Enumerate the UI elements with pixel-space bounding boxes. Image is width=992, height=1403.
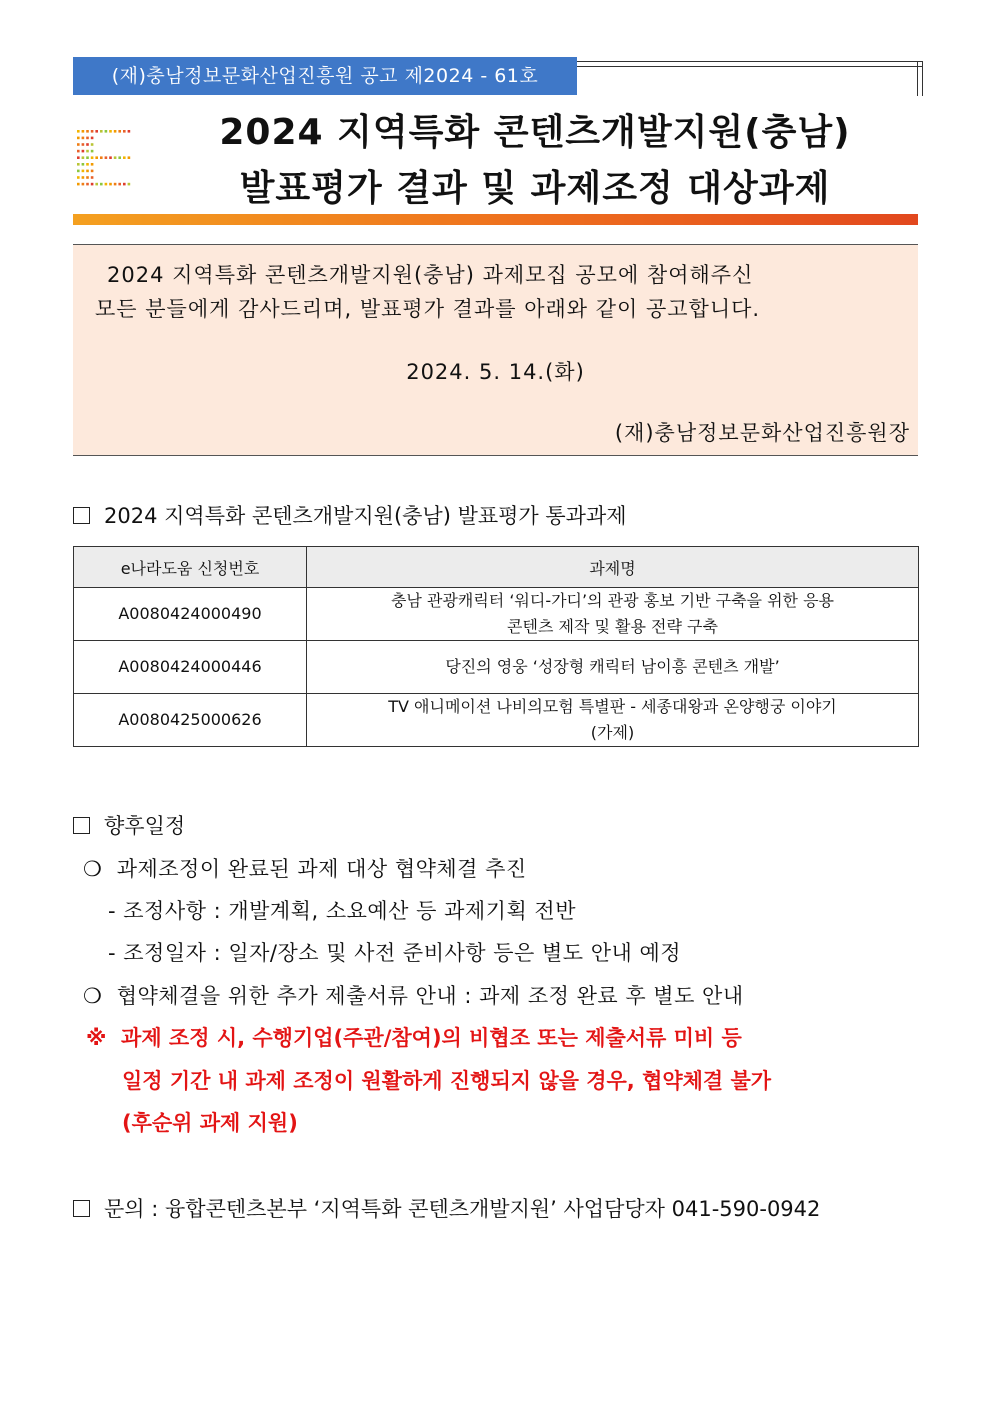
checkbox-icon: [73, 817, 90, 834]
table-row: [74, 641, 919, 694]
schedule-heading: [73, 810, 185, 840]
project-name: [307, 641, 919, 694]
results-heading: [73, 500, 627, 530]
warning-line2: 일정 기간 내 과제 조정이 원활하게 진행되지 않을 경우, 협약체결 불가: [122, 1069, 772, 1093]
notice-number-tag: (재)충남정보문화산업진흥원 공고 제2024 - 61호: [73, 57, 577, 95]
schedule-item-2: [83, 980, 744, 1010]
schedule-sub-2: - 조정일자 : 일자/장소 및 사전 준비사항 등은 별도 안내 예정: [108, 941, 682, 965]
results-table: [73, 546, 919, 747]
column-header-name: 과제명: [307, 547, 919, 588]
project-name-line2: 콘텐츠 제작 및 활용 전략 구축: [507, 617, 718, 636]
project-name-line2: (가제): [590, 723, 635, 742]
issuer-name: (재)충남정보문화산업진흥원장: [614, 421, 910, 445]
reference-mark-icon: ※: [86, 1026, 107, 1050]
checkbox-icon: [73, 507, 90, 524]
header-frame-corner: [917, 61, 923, 96]
intro-line2: 모든 분들에게 감사드리며, 발표평가 결과를 아래와 같이 공고합니다.: [95, 297, 761, 321]
application-number: A0080424000490: [74, 588, 307, 641]
schedule-item-1: [83, 853, 527, 883]
title-underline-bar: [73, 214, 918, 225]
circle-bullet-icon: ❍: [83, 984, 103, 1008]
application-number: A0080424000446: [74, 641, 307, 694]
warning-line1-text: 과제 조정 시, 수행기업(주관/참여)의 비협조 또는 제출서류 미비 등: [121, 1026, 742, 1050]
table-header-row: [74, 547, 919, 588]
warning-line3: (후순위 과제 지원): [122, 1111, 298, 1135]
intro-box: [73, 244, 918, 456]
schedule-item-1-text: 과제조정이 완료된 과제 대상 협약체결 추진: [116, 857, 527, 881]
project-name: [307, 694, 919, 747]
application-number: A0080425000626: [74, 694, 307, 747]
schedule-item-2-text: 협약체결을 위한 추가 제출서류 안내 : 과제 조정 완료 후 별도 안내: [116, 984, 744, 1008]
table-row: [74, 694, 919, 747]
warning-line1: [86, 1022, 742, 1052]
header-frame-line: [577, 61, 922, 67]
column-header-id: e나라도움 신청번호: [74, 547, 307, 588]
project-name-line1: 당진의 영웅 ‘성장형 캐릭터 남이흥 콘텐츠 개발’: [445, 657, 780, 676]
project-name-line1: 충남 관광캐릭터 ‘워디-가디’의 관광 홍보 기반 구축을 위한 응용: [390, 591, 835, 610]
intro-line1: 2024 지역특화 콘텐츠개발지원(충남) 과제모집 공모에 참여해주신: [107, 263, 754, 287]
project-name-line1: TV 애니메이션 나비의모험 특별판 - 세종대왕과 온양행궁 이야기: [388, 697, 837, 716]
schedule-sub-1: - 조정사항 : 개발계획, 소요예산 등 과제기획 전반: [108, 899, 576, 923]
results-heading-text: 2024 지역특화 콘텐츠개발지원(충남) 발표평가 통과과제: [104, 504, 627, 528]
circle-bullet-icon: ❍: [83, 857, 103, 881]
contact-text: 문의 : 융합콘텐츠본부 ‘지역특화 콘텐츠개발지원’ 사업담당자 041-590-0942: [104, 1197, 821, 1221]
announcement-date: 2024. 5. 14.(화): [406, 360, 585, 384]
project-name: [307, 588, 919, 641]
page-title-line2: 발표평가 결과 및 과제조정 대상과제: [239, 168, 831, 209]
table-row: [74, 588, 919, 641]
checkbox-icon: [73, 1200, 90, 1217]
dotted-logo-icon: [75, 127, 135, 189]
contact-line: [73, 1193, 820, 1223]
page-title-line1: 2024 지역특화 콘텐츠개발지원(충남): [219, 112, 851, 153]
schedule-heading-text: 향후일정: [104, 814, 186, 838]
